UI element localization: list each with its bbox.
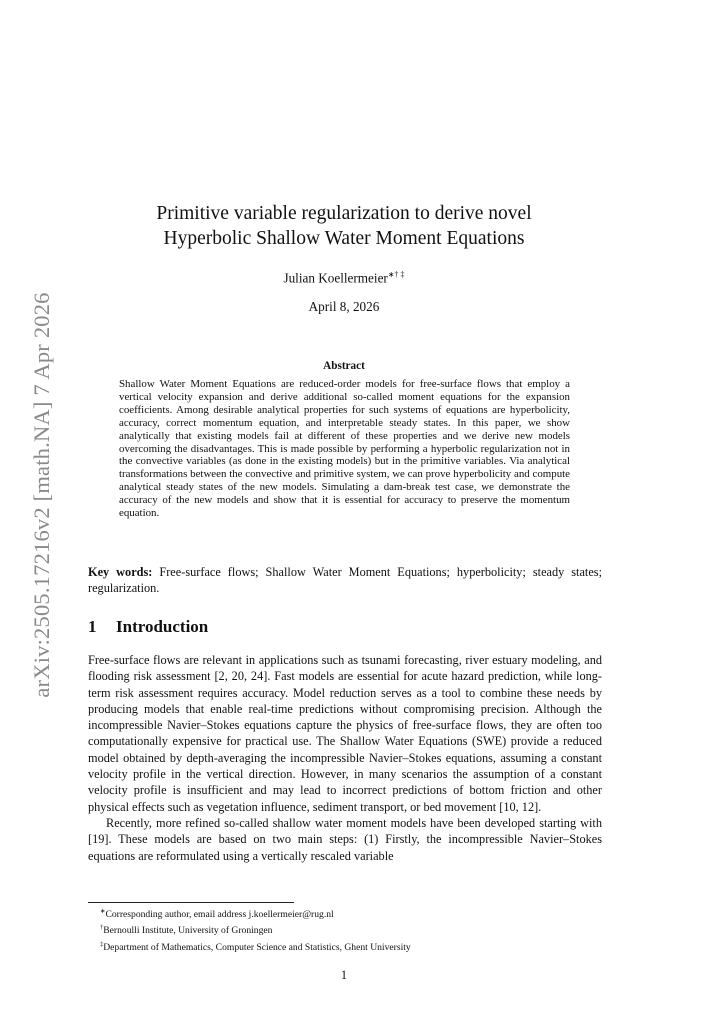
paragraph-2: Recently, more refined so-called shallow water moment models have been developed starting with [19]. These models are based on two main steps: (1) Firstly, the incompressible Navier–Stokes equations are reformulated using a vertically rescaled variable bbox=[88, 815, 602, 863]
section-heading bbox=[88, 617, 208, 637]
footnote-mark: ‡ bbox=[100, 940, 104, 948]
footnote-rule bbox=[88, 902, 294, 903]
section-body bbox=[88, 652, 602, 864]
title-line-1: Primitive variable regularization to derive novel bbox=[156, 203, 532, 224]
author-name: Julian Koellermeier bbox=[283, 270, 388, 286]
paragraph-1: Free-surface flows are relevant in applications such as tsunami forecasting, river estuary modeling, and flooding risk assessment [2, 20, 24]. Fast models are essential for acute hazard prediction, while long-term risk assessment requires accuracy. Model reduction serves as a tool to combine these needs by producing models that enable real-time predictions without compromising precision. Although the incompressible Navier–Stokes equations capture the physics of free-surface flows, they are often too computationally expensive for practical use. The Shallow Water Equations (SWE) provide a reduced model obtained by depth-averaging the incompressible Navier–Stokes equations, assuming a constant velocity profile in the vertical direction. However, in many scenarios the assumption of a constant velocity profile is insufficient and may lead to incorrect predictions of bottom friction and other physical effects such as vegetation influence, sediment transport, or bed movement [10, 12]. bbox=[88, 653, 602, 814]
footnote-3 bbox=[88, 938, 602, 954]
footnote-mark: † bbox=[100, 924, 104, 932]
arxiv-identifier: arXiv:2505.17216v2 [math.NA] 7 Apr 2026 bbox=[29, 292, 54, 698]
abstract-body: Shallow Water Moment Equations are reduced-order models for free-surface flows that employ a vertical velocity expansion and derive additional so-called moment equations for the expansion coefficients. Among desirable analytical properties for such systems of equations are hyperbolicity, accuracy, correct momentum equation, and interpretable steady states. In this paper, we show analytically that existing models fail at different of these properties and we derive new models overcoming the disadvantages. This is made possible by performing a hyperbolic regularization not in the convective variables (as done in the existing models) but in the primitive variables. Via analytical transformations between the convective and primitive system, we can prove hyperbolicity and compute analytical steady states of the new models. Simulating a dam-break test case, we demonstrate the accuracy of the new models and show that it is essential for accuracy to preserve the momentum equation. bbox=[119, 378, 570, 520]
paper-date: April 8, 2026 bbox=[308, 299, 380, 314]
section-title: Introduction bbox=[116, 617, 209, 636]
author-affiliation-marks: ∗† ‡ bbox=[387, 270, 405, 279]
title-line-2: Hyperbolic Shallow Water Moment Equations bbox=[163, 227, 525, 249]
footnote-2 bbox=[88, 921, 602, 937]
footnote-mark: ∗ bbox=[100, 908, 106, 915]
keywords-text: Free-surface flows; Shallow Water Moment Equations; hyperbolicity; steady states; regularization. bbox=[88, 565, 603, 596]
keywords bbox=[88, 564, 602, 597]
footnote-text: Corresponding author, email address j.koellermeier@rug.nl bbox=[105, 909, 334, 921]
footnote-text: Department of Mathematics, Computer Science and Statistics, Ghent University bbox=[103, 942, 411, 954]
footnotes bbox=[88, 905, 602, 954]
footnote-text: Bernoulli Institute, University of Groningen bbox=[103, 925, 273, 937]
keywords-label: Key words: bbox=[88, 565, 153, 579]
section-number: 1 bbox=[88, 617, 97, 636]
page-number: 1 bbox=[340, 968, 348, 982]
author-line bbox=[100, 270, 588, 286]
footnote-1 bbox=[88, 905, 602, 921]
abstract-heading: Abstract bbox=[323, 360, 365, 372]
paper-title bbox=[100, 202, 588, 251]
